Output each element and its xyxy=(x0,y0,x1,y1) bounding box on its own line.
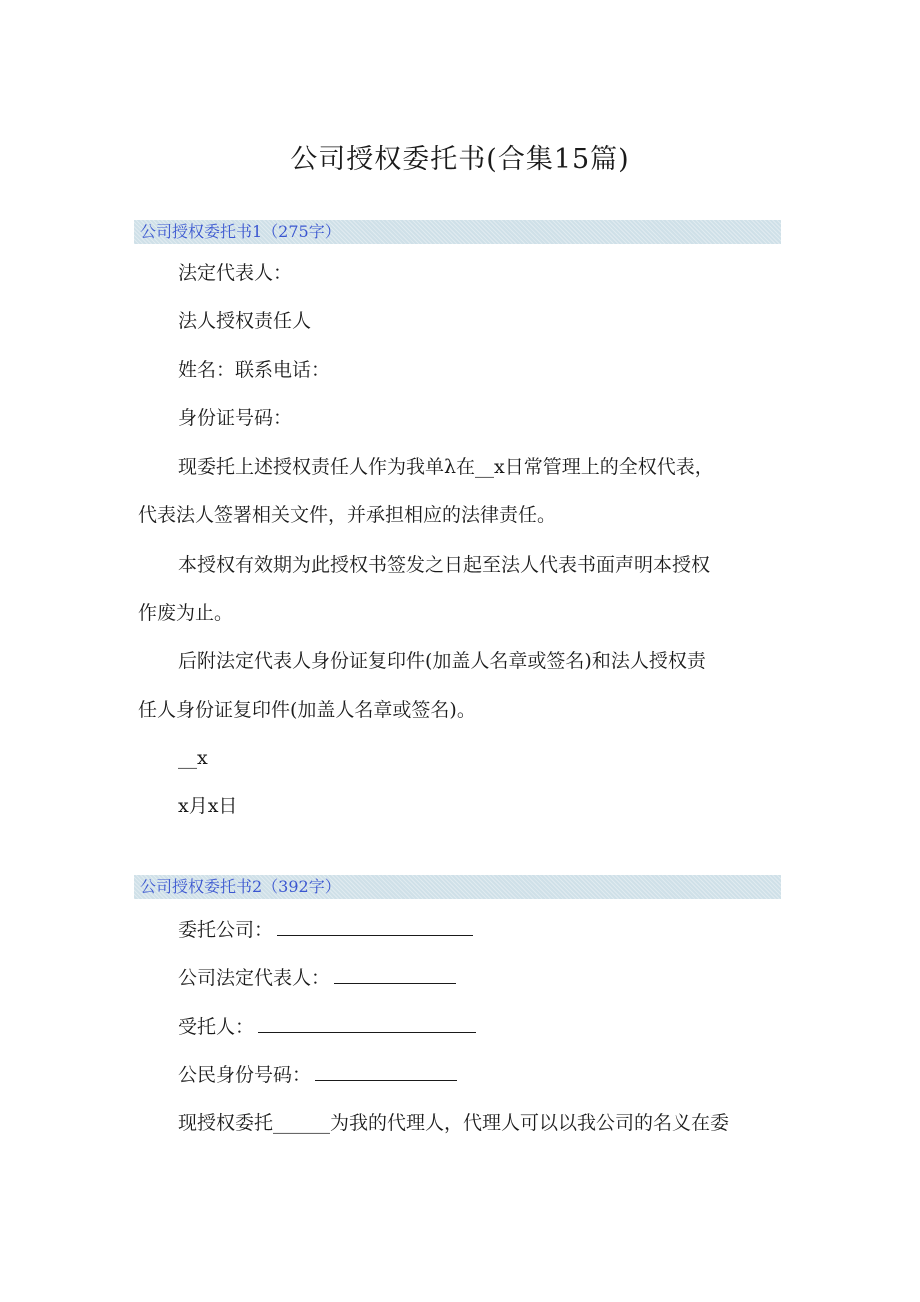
field-company-legal-rep xyxy=(178,954,828,1002)
line-id-number: 身份证号码： xyxy=(178,407,293,429)
field-citizen-id xyxy=(178,1051,828,1099)
paragraph-authorization-line1: 现授权委托______为我的代理人，代理人可以以我公司的名义在委 xyxy=(178,1112,730,1134)
paragraph-delegation-line1: 现委托上述授权责任人作为我单λ在__x日常管理上的全权代表， xyxy=(178,456,714,478)
signature-placeholder: __x xyxy=(178,747,208,769)
section-heading-2: 公司授权委托书2（392字） xyxy=(134,875,781,899)
paragraph-validity-line2: 作废为止。 xyxy=(138,602,234,624)
blank-citizen-id xyxy=(315,1062,457,1081)
field-trustee xyxy=(178,1003,828,1051)
blank-trustee xyxy=(258,1014,476,1033)
paragraph-validity-line1: 本授权有效期为此授权书签发之日起至法人代表书面声明本授权 xyxy=(178,554,711,576)
page-title: 公司授权委托书(合集15篇) xyxy=(290,144,630,175)
paragraph-attachment-line1: 后附法定代表人身份证复印件(加盖人名章或签名)和法人授权责 xyxy=(178,650,706,672)
field-label: 受托人： xyxy=(178,1016,255,1038)
field-label: 委托公司： xyxy=(178,919,274,941)
blank-company-legal-rep xyxy=(334,965,456,984)
field-label: 公司法定代表人： xyxy=(178,967,331,989)
paragraph-attachment-line2: 任人身份证复印件(加盖人名章或签名)。 xyxy=(138,699,476,721)
line-legal-representative: 法定代表人： xyxy=(178,262,293,284)
field-label: 公民身份号码： xyxy=(178,1064,312,1086)
blank-entrusting-company xyxy=(277,917,473,936)
line-name-phone: 姓名：联系电话： xyxy=(178,359,331,381)
line-authorized-person: 法人授权责任人 xyxy=(178,310,312,332)
paragraph-delegation-line2: 代表法人签署相关文件，并承担相应的法律责任。 xyxy=(138,504,557,526)
section-heading-1: 公司授权委托书1（275字） xyxy=(134,220,781,244)
field-entrusting-company xyxy=(178,906,828,954)
date-line: x月x日 xyxy=(178,795,238,817)
